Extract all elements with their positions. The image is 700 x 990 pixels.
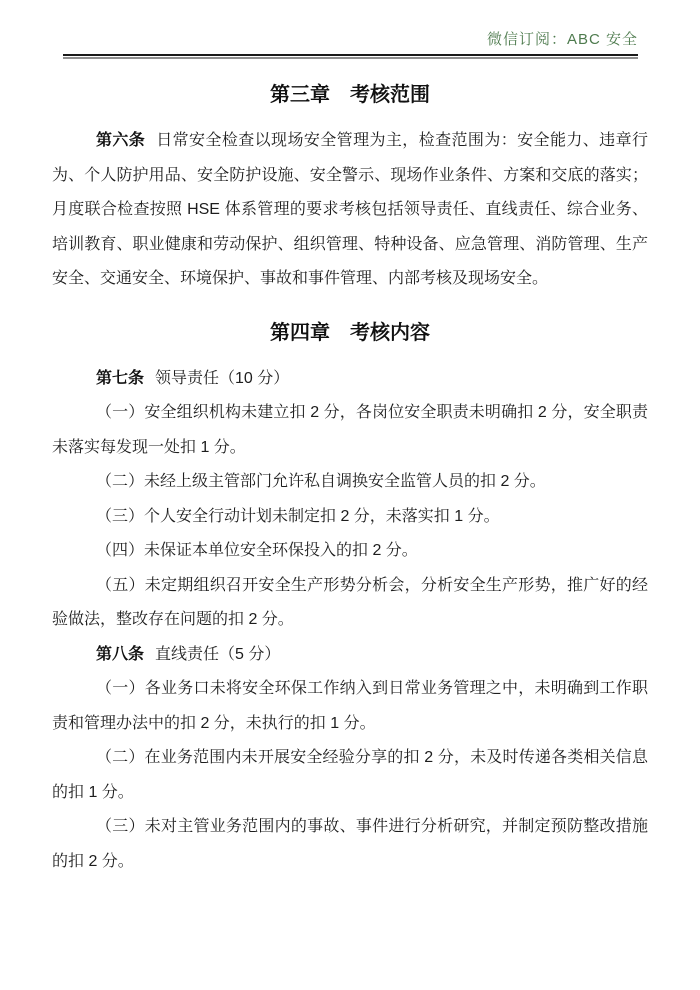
article-7-item-5: （五）未定期组织召开安全生产形势分析会，分析安全生产形势，推广好的经验做法，整改存在问题的扣 2 分。	[52, 576, 648, 628]
article-8-item-3: （三）未对主管业务范围内的事故、事件进行分析研究，并制定预防整改措施的扣 2 分。	[52, 818, 648, 870]
wechat-subscription-watermark: 微信订阅：ABC 安全	[486, 31, 638, 48]
article-7-item-4: （四）未保证本单位安全环保投入的扣 2 分。	[96, 542, 418, 559]
article-6-paragraph	[52, 124, 648, 297]
article-8-label: 第八条	[96, 645, 145, 663]
divider-bottom-rule	[63, 57, 638, 59]
chapter-4-title: 第四章 考核内容	[270, 321, 430, 344]
article-7-title: 领导责任（10 分）	[155, 369, 290, 387]
article-7-label: 第七条	[96, 369, 145, 387]
article-8-title: 直线责任（5 分）	[155, 645, 281, 663]
article-7-item-3: （三）个人安全行动计划未制定扣 2 分，未落实扣 1 分。	[96, 507, 500, 525]
article-8-heading	[52, 638, 648, 673]
article-7-item-2: （二）未经上级主管部门允许私自调换安全监管人员的扣 2 分。	[96, 473, 546, 490]
article-6-label: 第六条	[96, 132, 146, 149]
article-6-text: 日常安全检查以现场安全管理为主，检查范围为：安全能力、违章行为、个人防护用品、安全防护设施、安全警示、现场作业条件、方案和交底的落实；月度联合检查按照 HSE 体系管理的要求考核包括领导责任、直线责任、综合业务、培训教育、职业健康和劳动保护、组织管理、特种设备、应急管理、消防管理、生产安全、交通安全、环境保护、事故和事件管理、内部考核及现场安全。	[52, 132, 648, 287]
chapter-3-title: 第三章 考核范围	[270, 84, 430, 106]
article-8-item-2: （二）在业务范围内未开展安全经验分享的扣 2 分，未及时传递各类相关信息的扣 1 分。	[52, 749, 648, 801]
article-8-item-1: （一）各业务口未将安全环保工作纳入到日常业务管理之中，未明确到工作职责和管理办法中的扣 2 分，未执行的扣 1 分。	[52, 680, 648, 732]
page-header	[0, 0, 700, 54]
article-7-item-1: （一）安全组织机构未建立扣 2 分，各岗位安全职责未明确扣 2 分，安全职责未落实每发现一处扣 1 分。	[52, 404, 648, 456]
article-7-heading	[52, 362, 648, 397]
header-divider	[63, 54, 638, 59]
document-body	[0, 80, 700, 879]
